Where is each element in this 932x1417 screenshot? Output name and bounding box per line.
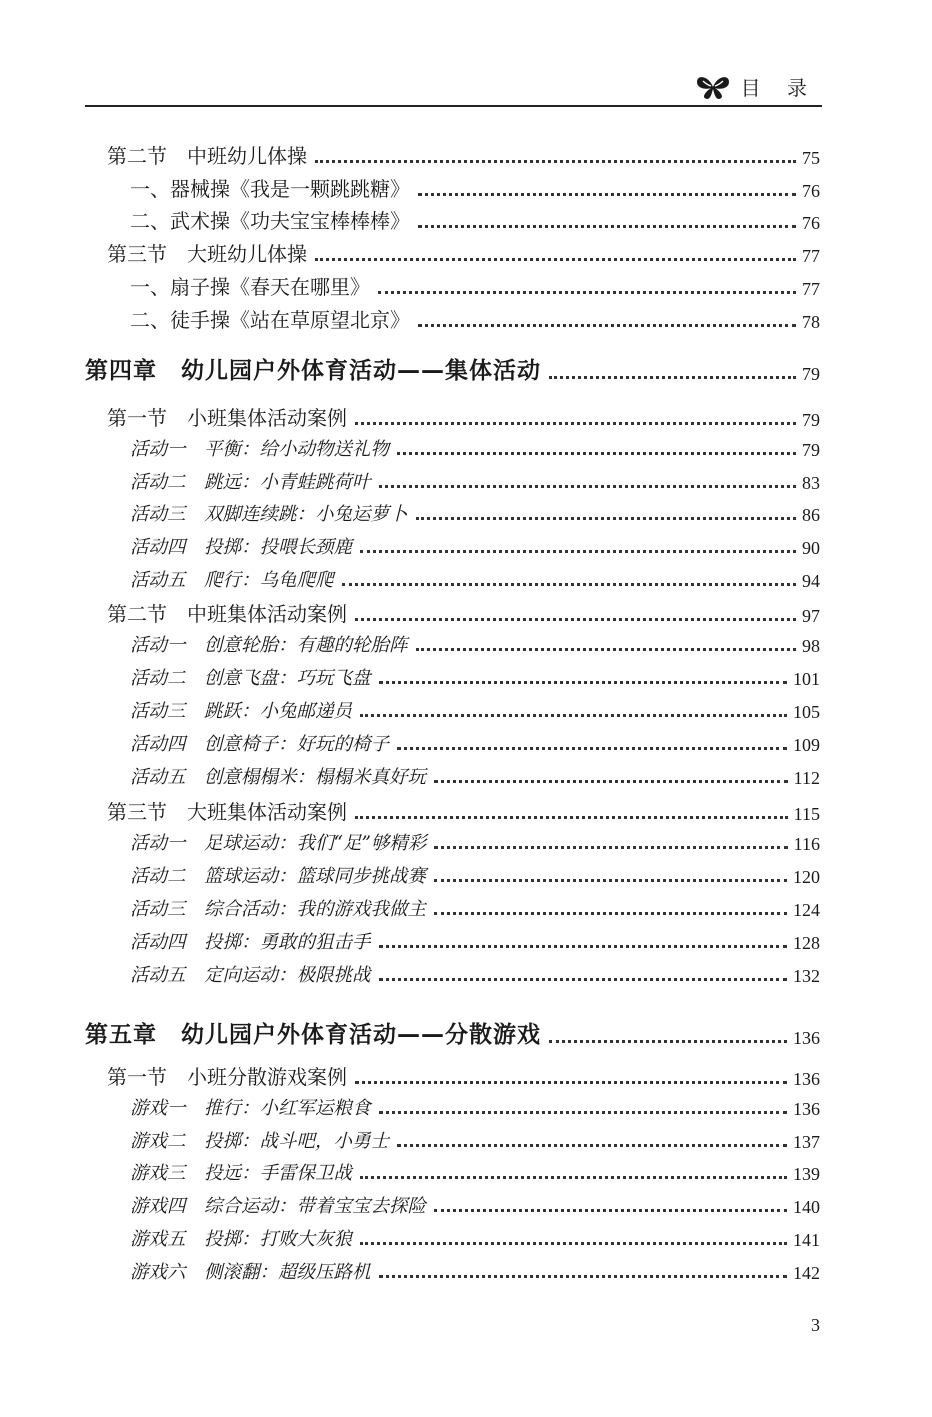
dot-leader [434, 879, 787, 882]
toc-entry-title: 活动五 创意榻榻米：榻榻米真好玩 [130, 767, 427, 788]
toc-entry-title: 第二节 中班集体活动案例 [107, 602, 347, 626]
toc-entry [130, 763, 820, 789]
header-divider [85, 105, 822, 107]
page-number: 3 [811, 1315, 820, 1335]
toc-page-number: 142 [793, 1263, 820, 1283]
dot-leader [315, 160, 796, 163]
toc-section [107, 1061, 820, 1090]
dot-leader [315, 258, 796, 261]
toc-page-number: 75 [802, 148, 820, 168]
toc-entry-title: 活动四 投掷：投喂长颈鹿 [130, 537, 353, 558]
toc-entry-title: 游戏三 投远：手雷保卫战 [130, 1163, 353, 1184]
toc-page-number: 79 [802, 440, 820, 460]
dot-leader [397, 452, 796, 455]
toc-page-number: 136 [793, 1028, 820, 1048]
toc-entry [130, 1094, 820, 1120]
dot-leader [416, 517, 796, 520]
toc-entry-title: 游戏二 投掷：战斗吧，小勇士 [130, 1131, 390, 1152]
dot-leader [355, 618, 796, 621]
toc-entry [130, 631, 820, 657]
toc-section [107, 140, 820, 169]
toc-page-number: 77 [802, 246, 820, 266]
toc-entry-title: 第二节 中班幼儿体操 [107, 144, 307, 168]
dot-leader [397, 1144, 787, 1147]
toc-entry [130, 500, 820, 526]
dot-leader [379, 485, 796, 488]
toc-page-number: 79 [802, 364, 820, 384]
dot-leader [379, 1275, 787, 1278]
toc-entry [130, 829, 820, 855]
toc-page-number: 97 [802, 606, 820, 626]
toc-entry [130, 205, 820, 234]
dot-leader [355, 816, 788, 819]
toc-entry-title: 二、武术操《功夫宝宝棒棒棒》 [130, 209, 410, 233]
toc-entry [130, 862, 820, 888]
dot-leader [342, 583, 796, 586]
toc-page-number: 115 [793, 804, 820, 824]
toc-page-number: 141 [793, 1230, 820, 1250]
toc-entry-title: 游戏六 侧滚翻：超级压路机 [130, 1262, 371, 1283]
dot-leader [549, 1040, 787, 1043]
dot-leader [379, 945, 787, 948]
toc-section [107, 796, 820, 825]
toc-page-number: 116 [793, 834, 820, 854]
toc-entry-title: 第三节 大班集体活动案例 [107, 800, 347, 824]
dot-leader [360, 714, 787, 717]
dot-leader [418, 193, 796, 196]
toc-chapter [85, 352, 820, 385]
toc-entry-title: 活动三 综合活动：我的游戏我做主 [130, 899, 427, 920]
toc-entry-title: 第一节 小班集体活动案例 [107, 406, 347, 430]
toc-entry [130, 304, 820, 333]
toc-entry [130, 1225, 820, 1251]
toc-entry-title: 游戏一 推行：小红军运粮食 [130, 1098, 371, 1119]
toc-entry-title: 活动一 平衡：给小动物送礼物 [130, 439, 390, 460]
toc-page-number: 124 [793, 900, 820, 920]
toc-entry-title: 活动五 定向运动：极限挑战 [130, 965, 371, 986]
butterfly-logo-icon [695, 74, 731, 100]
toc-entry-title: 第四章 幼儿园户外体育活动——集体活动 [85, 358, 541, 384]
toc-entry-title: 活动三 跳跃：小兔邮递员 [130, 701, 353, 722]
toc-entry [130, 664, 820, 690]
dot-leader [434, 846, 787, 849]
toc-entry [130, 1159, 820, 1185]
toc-entry-title: 活动四 创意椅子：好玩的椅子 [130, 734, 390, 755]
toc-page-number: 77 [802, 279, 820, 299]
toc-entry-title: 活动五 爬行：乌龟爬爬 [130, 570, 334, 591]
toc-entry [130, 1192, 820, 1218]
toc-page-number: 94 [802, 571, 820, 591]
toc-entry-title: 一、器械操《我是一颗跳跳糖》 [130, 177, 410, 201]
toc-page-number: 78 [802, 312, 820, 332]
toc-entry-title: 第一节 小班分散游戏案例 [107, 1065, 347, 1089]
toc-entry-title: 活动二 创意飞盘：巧玩飞盘 [130, 668, 371, 689]
toc-entry-title: 活动二 跳远：小青蛙跳荷叶 [130, 472, 371, 493]
toc-entry [130, 730, 820, 756]
toc-entry [130, 566, 820, 592]
toc-page-number: 86 [802, 505, 820, 525]
toc-page-number: 90 [802, 538, 820, 558]
dot-leader [378, 291, 796, 294]
toc-entry-title: 活动二 篮球运动：篮球同步挑战赛 [130, 866, 427, 887]
toc-entry [130, 928, 820, 954]
toc-entry-title: 二、徒手操《站在草原望北京》 [130, 308, 410, 332]
dot-leader [418, 324, 796, 327]
toc-entry [130, 271, 820, 300]
dot-leader [434, 780, 788, 783]
toc-entry [130, 435, 820, 461]
toc-section [107, 402, 820, 431]
dot-leader [379, 681, 787, 684]
toc-entry-title: 第五章 幼儿园户外体育活动——分散游戏 [85, 1022, 541, 1048]
toc-entry-title: 活动一 足球运动：我们“足”够精彩 [130, 833, 427, 854]
toc-entry [130, 533, 820, 559]
toc-entry-title: 活动一 创意轮胎：有趣的轮胎阵 [130, 635, 408, 656]
dot-leader [434, 912, 787, 915]
page-header [695, 72, 817, 101]
dot-leader [379, 978, 787, 981]
toc-entry [130, 895, 820, 921]
toc-entry-title: 活动四 投掷：勇敢的狙击手 [130, 932, 371, 953]
toc-page-number: 139 [793, 1164, 820, 1184]
toc-page-number: 79 [802, 410, 820, 430]
header-title: 目 录 [740, 76, 817, 100]
toc-page-number: 136 [793, 1069, 820, 1089]
toc-page-number: 137 [793, 1132, 820, 1152]
toc-entry-title: 第三节 大班幼儿体操 [107, 242, 307, 266]
toc-page-number: 120 [793, 867, 820, 887]
toc-page-number: 140 [793, 1197, 820, 1217]
dot-leader [434, 1209, 787, 1212]
toc-page-number: 105 [793, 702, 820, 722]
toc-page-number: 76 [802, 213, 820, 233]
toc-page-number: 112 [793, 768, 820, 788]
toc-page-number: 101 [793, 669, 820, 689]
toc-page-number: 132 [793, 966, 820, 986]
dot-leader [397, 747, 787, 750]
dot-leader [379, 1111, 787, 1114]
toc-chapter [85, 1016, 820, 1049]
toc-entry [130, 1258, 820, 1284]
toc-page-number: 76 [802, 181, 820, 201]
dot-leader [416, 648, 796, 651]
dot-leader [355, 1081, 787, 1084]
dot-leader [360, 1176, 787, 1179]
toc-entry [130, 468, 820, 494]
dot-leader [355, 422, 796, 425]
dot-leader [549, 376, 796, 379]
toc-entry-title: 游戏五 投掷：打败大灰狼 [130, 1229, 353, 1250]
toc-page-number: 98 [802, 636, 820, 656]
toc-entry-title: 一、扇子操《春天在哪里》 [130, 275, 370, 299]
toc-page-number: 136 [793, 1099, 820, 1119]
toc-entry-title: 活动三 双脚连续跳：小兔运萝卜 [130, 504, 408, 525]
toc-entry-title: 游戏四 综合运动：带着宝宝去探险 [130, 1196, 427, 1217]
toc-entry [130, 1127, 820, 1153]
toc-entry [130, 961, 820, 987]
toc-page-number: 83 [802, 473, 820, 493]
toc-entry [130, 697, 820, 723]
dot-leader [360, 550, 796, 553]
toc-section [107, 238, 820, 267]
toc-page-number: 109 [793, 735, 820, 755]
toc-page-number: 128 [793, 933, 820, 953]
toc-section [107, 598, 820, 627]
toc-entry [130, 173, 820, 202]
dot-leader [418, 225, 796, 228]
dot-leader [360, 1242, 787, 1245]
